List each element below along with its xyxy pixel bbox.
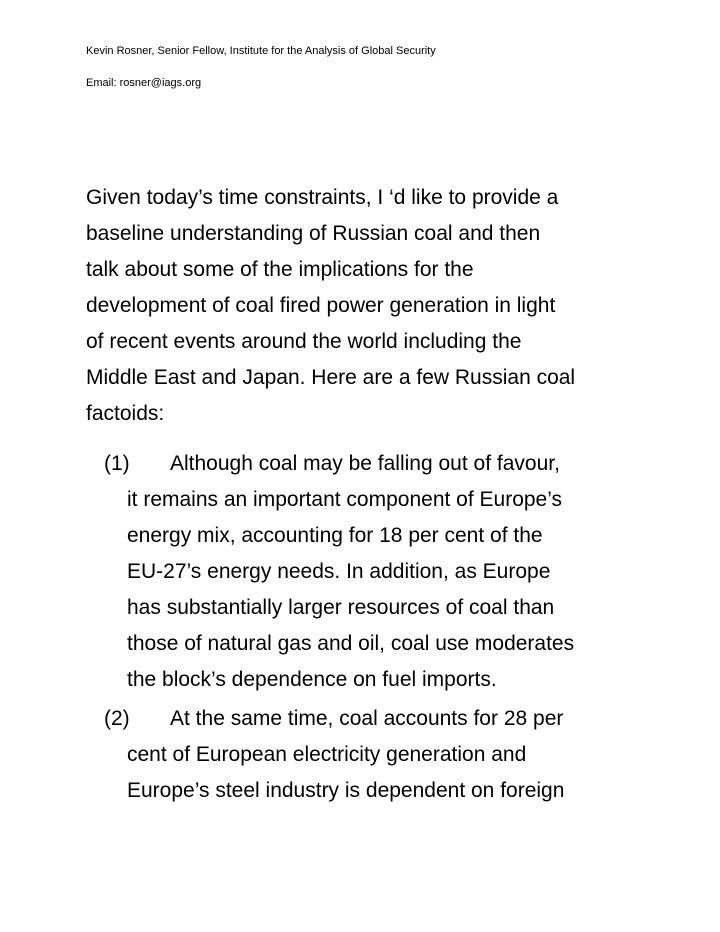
intro-line: of recent events around the world including the <box>86 330 522 353</box>
list-item-2 <box>86 701 686 809</box>
email-line: Email: rosner@iags.org <box>86 77 202 89</box>
list-item-line: those of natural gas and oil, coal use moderates <box>127 632 575 655</box>
intro-line: talk about some of the implications for the <box>86 258 474 281</box>
list-item-line: energy mix, accounting for 18 per cent of the <box>127 524 543 547</box>
intro-line: factoids: <box>86 402 165 425</box>
list-item-first-line <box>86 446 686 482</box>
list-item-line: cent of European electricity generation and <box>127 743 527 766</box>
list-item-first-line <box>86 701 686 737</box>
intro-line: Given today’s time constraints, I ‘d like to provide a <box>86 186 559 209</box>
list-item-line: it remains an important component of Europe’s <box>127 488 563 511</box>
list-item-text: At the same time, coal accounts for 28 per <box>170 707 564 730</box>
list-item-line: EU-27’s energy needs. In addition, as Europe <box>127 560 551 583</box>
list-item-line: has substantially larger resources of coal than <box>127 596 555 619</box>
intro-paragraph <box>86 180 686 432</box>
list-item-line: Europe’s steel industry is dependent on foreign <box>127 779 565 802</box>
list-marker: (1) <box>104 452 130 475</box>
list-marker: (2) <box>104 707 130 730</box>
intro-line: baseline understanding of Russian coal and then <box>86 222 541 245</box>
list-item-line: the block’s dependence on fuel imports. <box>127 668 497 691</box>
author-line: Kevin Rosner, Senior Fellow, Institute for the Analysis of Global Security <box>86 45 436 57</box>
intro-line: Middle East and Japan. Here are a few Russian coal <box>86 366 576 389</box>
list-item-1 <box>86 446 686 698</box>
intro-line: development of coal fired power generation in light <box>86 294 556 317</box>
list-item-text: Although coal may be falling out of favour, <box>170 452 560 475</box>
